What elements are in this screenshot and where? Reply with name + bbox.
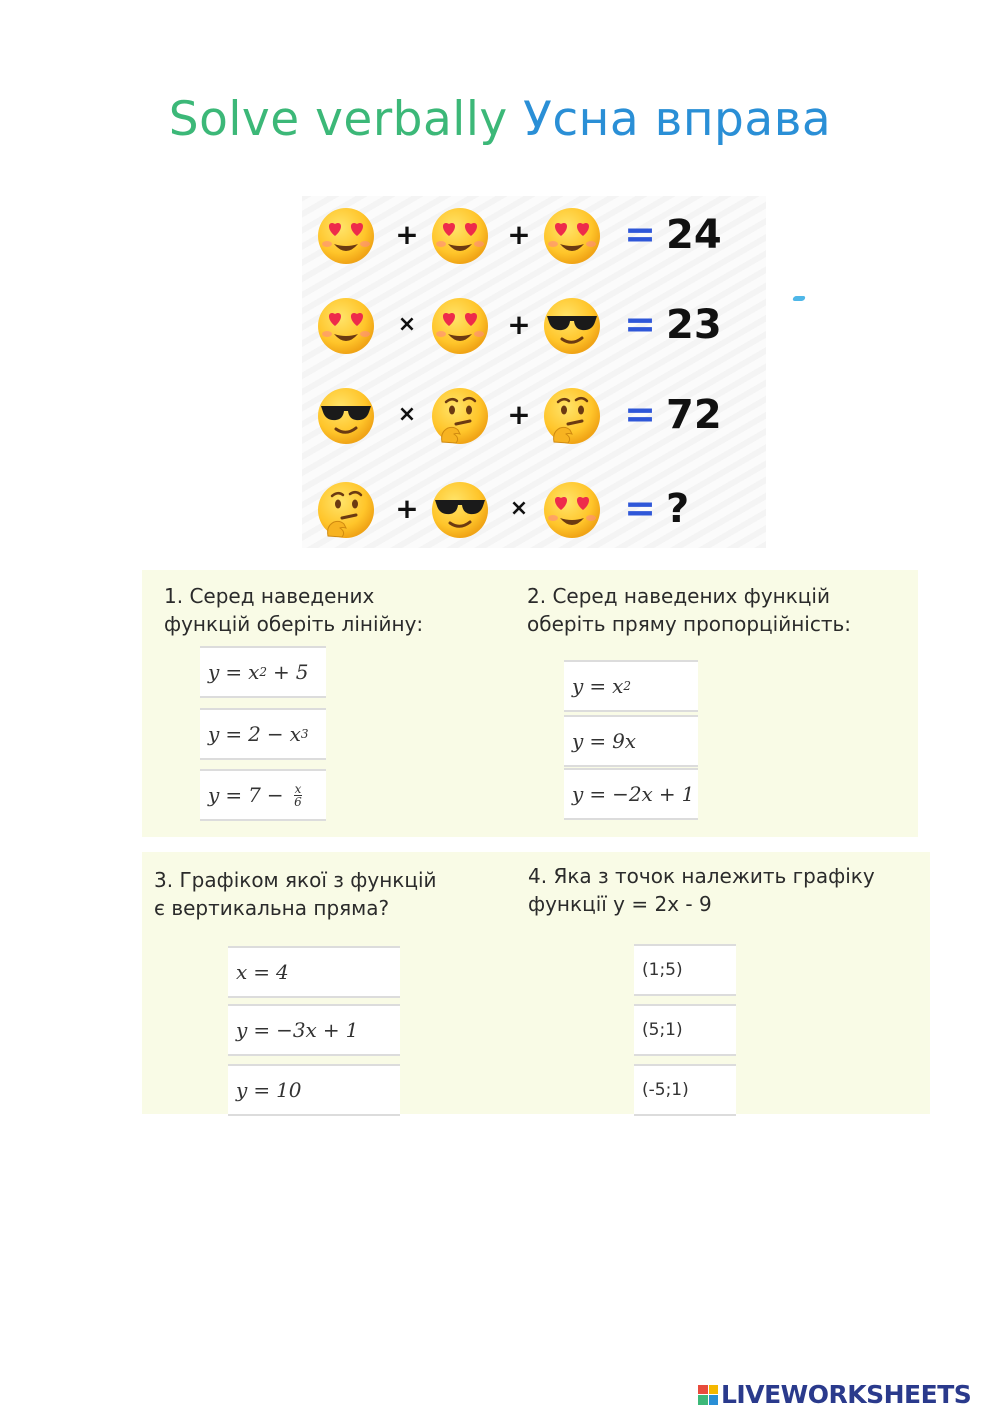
operator: × bbox=[509, 496, 529, 521]
math-term: 4 bbox=[276, 960, 289, 984]
math-term: 1 bbox=[681, 782, 695, 806]
heart-eyes-emoji-icon bbox=[542, 206, 602, 266]
math-exponent: 2 bbox=[259, 665, 267, 679]
math-operator: = bbox=[589, 782, 607, 806]
puzzle-result: ? bbox=[666, 486, 690, 532]
answer-option[interactable] bbox=[228, 1004, 400, 1056]
questions-panel-2 bbox=[142, 852, 930, 1114]
math-term: y bbox=[208, 660, 220, 684]
answer-option[interactable] bbox=[200, 708, 326, 760]
question-line: оберіть пряму пропорційність: bbox=[527, 612, 851, 636]
sunglasses-emoji-icon bbox=[542, 296, 602, 356]
math-term: y bbox=[572, 782, 584, 806]
equals-sign: = bbox=[624, 302, 656, 346]
heart-eyes-emoji-icon bbox=[542, 480, 602, 540]
question-line: 1. Серед наведених bbox=[164, 584, 375, 608]
math-term: 7 bbox=[248, 783, 261, 807]
question-line: 2. Серед наведених функцій bbox=[527, 584, 830, 608]
math-operator: + bbox=[273, 660, 290, 684]
math-term: x bbox=[612, 674, 624, 698]
operator: + bbox=[507, 398, 531, 431]
answer-option[interactable]: (-5;1) bbox=[634, 1064, 736, 1116]
answer-option[interactable] bbox=[200, 769, 326, 821]
answer-option[interactable] bbox=[228, 1064, 400, 1116]
answer-option[interactable] bbox=[564, 715, 698, 767]
math-term: x bbox=[236, 960, 248, 984]
math-exponent: 3 bbox=[300, 727, 309, 741]
math-operator: + bbox=[658, 782, 676, 806]
operator: + bbox=[395, 492, 419, 525]
puzzle-row bbox=[316, 202, 756, 272]
fraction-denominator: 6 bbox=[294, 794, 302, 809]
thinking-emoji-icon bbox=[542, 386, 602, 446]
question-line: 4. Яка з точок належить графіку bbox=[528, 864, 875, 888]
answer-option[interactable] bbox=[564, 660, 698, 712]
answer-option[interactable] bbox=[564, 768, 698, 820]
math-term: y bbox=[208, 722, 220, 746]
heart-eyes-emoji-icon bbox=[430, 296, 490, 356]
operator: × bbox=[397, 402, 417, 427]
brand-logo-icon bbox=[698, 1385, 718, 1405]
math-operator: = bbox=[225, 722, 243, 746]
math-term: y bbox=[208, 783, 220, 807]
math-fraction bbox=[294, 783, 303, 808]
math-operator: − bbox=[266, 783, 284, 807]
thinking-emoji-icon bbox=[430, 386, 490, 446]
math-term: 10 bbox=[276, 1078, 302, 1102]
math-term: y bbox=[572, 729, 584, 753]
brand-text: LIVEWORKSHEETS bbox=[721, 1380, 972, 1409]
operator: + bbox=[507, 218, 531, 251]
question-3-text bbox=[154, 866, 437, 922]
title-ukrainian: Усна вправа bbox=[523, 92, 832, 147]
question-2-text bbox=[527, 582, 851, 638]
math-term: x bbox=[248, 660, 260, 684]
question-line: функції y = 2x - 9 bbox=[528, 892, 712, 916]
math-operator: + bbox=[322, 1018, 340, 1042]
operator: + bbox=[395, 218, 419, 251]
sunglasses-emoji-icon bbox=[430, 480, 490, 540]
puzzle-result: 23 bbox=[666, 302, 722, 348]
heart-eyes-emoji-icon bbox=[316, 296, 376, 356]
question-4-text bbox=[528, 862, 875, 918]
math-term: 9x bbox=[612, 729, 637, 753]
math-term: 5 bbox=[295, 660, 309, 684]
math-term: y bbox=[236, 1078, 248, 1102]
liveworksheets-brand[interactable] bbox=[698, 1380, 971, 1409]
math-operator: = bbox=[589, 674, 607, 698]
math-term: 1 bbox=[345, 1018, 359, 1042]
equals-sign: = bbox=[624, 486, 656, 530]
math-operator: = bbox=[253, 1018, 271, 1042]
sunglasses-emoji-icon bbox=[316, 386, 376, 446]
math-term: −2x bbox=[612, 782, 653, 806]
math-operator: = bbox=[225, 660, 243, 684]
puzzle-row bbox=[316, 476, 756, 546]
math-term: x bbox=[289, 722, 301, 746]
equals-sign: = bbox=[624, 212, 656, 256]
puzzle-result: 24 bbox=[666, 212, 722, 258]
answer-option[interactable]: (1;5) bbox=[634, 944, 736, 996]
thinking-emoji-icon bbox=[316, 480, 376, 540]
heart-eyes-emoji-icon bbox=[316, 206, 376, 266]
math-term: 2 bbox=[248, 722, 261, 746]
questions-panel-1 bbox=[142, 570, 918, 837]
fraction-numerator: x bbox=[294, 781, 302, 796]
math-operator: − bbox=[266, 722, 284, 746]
page-title bbox=[0, 92, 1000, 147]
math-operator: = bbox=[589, 729, 607, 753]
question-line: 3. Графіком якої з функцій bbox=[154, 868, 437, 892]
puzzle-row bbox=[316, 382, 756, 452]
math-term: −3x bbox=[276, 1018, 317, 1042]
math-term: y bbox=[572, 674, 584, 698]
equals-sign: = bbox=[624, 392, 656, 436]
math-exponent: 2 bbox=[623, 679, 631, 693]
decorative-mark bbox=[792, 296, 806, 301]
emoji-puzzle bbox=[302, 196, 766, 548]
heart-eyes-emoji-icon bbox=[430, 206, 490, 266]
answer-option[interactable]: (5;1) bbox=[634, 1004, 736, 1056]
math-term: y bbox=[236, 1018, 248, 1042]
puzzle-result: 72 bbox=[666, 392, 722, 438]
puzzle-row bbox=[316, 292, 756, 362]
operator: × bbox=[397, 312, 417, 337]
question-line: є вертикальна пряма? bbox=[154, 896, 390, 920]
math-operator: = bbox=[253, 960, 271, 984]
question-line: функцій оберіть лінійну: bbox=[164, 612, 424, 636]
math-operator: = bbox=[225, 783, 243, 807]
math-operator: = bbox=[253, 1078, 271, 1102]
answer-option[interactable] bbox=[200, 646, 326, 698]
question-1-text bbox=[164, 582, 423, 638]
operator: + bbox=[507, 308, 531, 341]
answer-option[interactable] bbox=[228, 946, 400, 998]
title-english: Solve verbally bbox=[168, 92, 508, 147]
